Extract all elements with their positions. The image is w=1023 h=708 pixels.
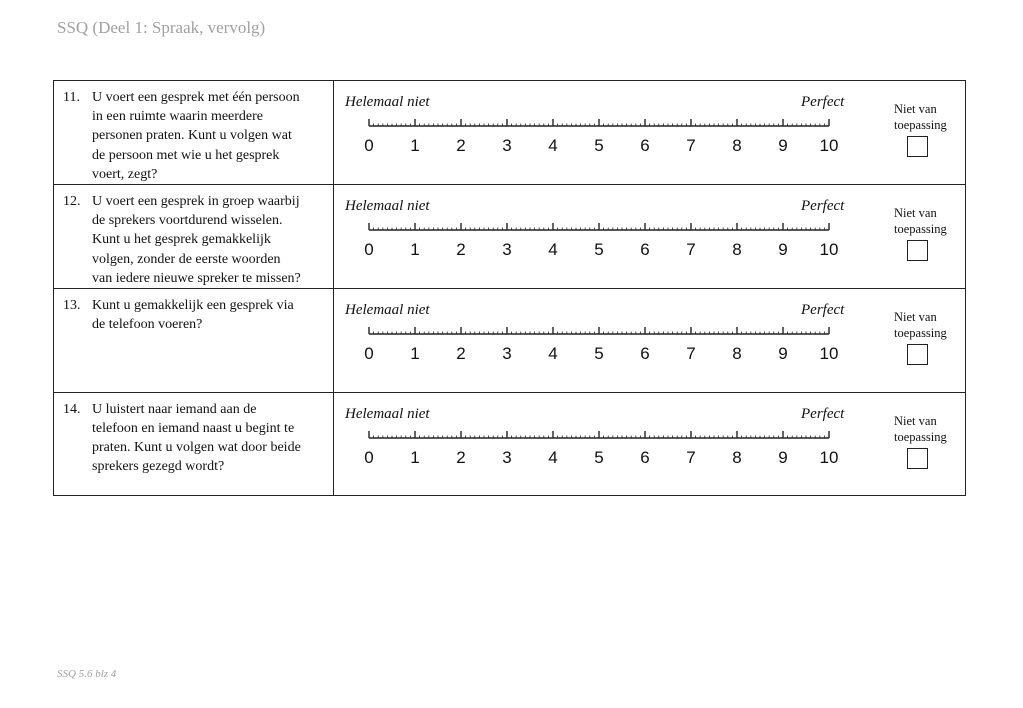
question-text-line: U voert een gesprek in groep waarbij [92, 194, 300, 210]
not-applicable-label [894, 101, 954, 133]
not-applicable-line1: Niet van [894, 102, 937, 116]
scale-number: 0 [364, 344, 374, 364]
not-applicable-line1: Niet van [894, 206, 937, 221]
scale-left-label: Helemaal niet [345, 302, 430, 319]
question-text [92, 296, 328, 334]
not-applicable-label [894, 205, 954, 237]
question-text-line: de sprekers voortdurend wisselen. [92, 213, 283, 229]
scale-number: 5 [594, 344, 604, 364]
scale-right-label: Perfect [801, 94, 845, 110]
question-text-line: de persoon met wie u het gesprek [92, 147, 280, 163]
scale-number: 4 [548, 240, 558, 260]
scale-number: 2 [456, 344, 466, 364]
scale-numbers [334, 136, 954, 156]
scale-number: 7 [686, 136, 696, 155]
question-cell [54, 289, 334, 393]
not-applicable-checkbox[interactable] [907, 448, 928, 469]
question-number: 12. [63, 194, 81, 210]
scale-number: 3 [502, 447, 512, 467]
scale-numbers [334, 240, 954, 260]
not-applicable-line2: toepassing [894, 118, 947, 132]
page-footer: SSQ 5.6 blz 4 [57, 668, 117, 680]
scale-number: 10 [819, 240, 839, 260]
scale-number: 2 [456, 240, 466, 260]
scale-right-label: Perfect [801, 405, 845, 422]
question-row [54, 185, 966, 289]
scale-right-label: Perfect [801, 198, 845, 215]
scale-left-label: Helemaal niet [345, 94, 430, 110]
scale-number: 9 [778, 136, 788, 155]
question-text-line: in een ruimte waarin meerdere [92, 109, 264, 125]
rating-scale-ruler[interactable] [367, 119, 831, 129]
scale-number: 7 [686, 240, 696, 260]
scale-number: 0 [364, 240, 374, 260]
question-text [92, 88, 328, 184]
scale-number: 7 [686, 344, 696, 364]
scale-number: 3 [502, 344, 512, 364]
scale-number: 6 [640, 240, 650, 260]
page-header: SSQ (Deel 1: Spraak, vervolg) [57, 18, 266, 37]
question-text-line: sprekers gezegd wordt? [92, 459, 225, 475]
question-text-line: voert, zegt? [92, 166, 158, 182]
not-applicable-line2: toepassing [894, 429, 947, 444]
scale-number: 9 [778, 447, 788, 467]
question-text-line: de telefoon voeren? [92, 317, 203, 333]
scale-number: 10 [819, 136, 839, 155]
scale-number: 4 [548, 344, 558, 364]
scale-number: 1 [410, 447, 420, 467]
scale-left-label: Helemaal niet [345, 198, 430, 215]
scale-number: 7 [686, 447, 696, 467]
scale-number: 3 [502, 136, 512, 155]
question-text [92, 400, 328, 477]
scale-number: 10 [819, 344, 839, 364]
scale-number: 9 [778, 344, 788, 364]
scale-number: 6 [640, 136, 650, 155]
scale-number: 5 [594, 240, 604, 260]
question-cell [54, 185, 334, 289]
question-text-line: van iedere nieuwe spreker te missen? [92, 270, 301, 286]
not-applicable-label [894, 309, 954, 341]
scale-number: 2 [456, 447, 466, 467]
question-cell [54, 81, 334, 185]
scale-number: 6 [640, 344, 650, 364]
rating-cell [334, 185, 966, 289]
scale-number: 1 [410, 240, 420, 260]
question-text-line: telefoon en iemand naast u begint te [92, 420, 295, 436]
not-applicable-checkbox[interactable] [907, 344, 928, 365]
scale-number: 2 [456, 136, 466, 155]
question-text-line: volgen, zonder de eerste woorden [92, 251, 281, 267]
scale-number: 4 [548, 447, 558, 467]
rating-cell [334, 392, 966, 496]
scale-left-label: Helemaal niet [345, 405, 430, 422]
scale-number: 8 [732, 344, 742, 364]
question-text-line: Kunt u het gesprek gemakkelijk [92, 232, 271, 248]
scale-number: 0 [364, 136, 374, 155]
not-applicable-line1: Niet van [894, 413, 937, 428]
question-text-line: U voert een gesprek met één persoon [92, 90, 300, 105]
scale-number: 8 [732, 240, 742, 260]
rating-cell [334, 289, 966, 393]
scale-number: 1 [410, 136, 420, 155]
question-text-line: U luistert naar iemand aan de [92, 401, 257, 417]
question-text-line: Kunt u gemakkelijk een gesprek via [92, 298, 294, 314]
scale-right-label: Perfect [801, 302, 845, 319]
rating-scale-ruler[interactable] [367, 431, 831, 441]
not-applicable-checkbox[interactable] [907, 136, 928, 157]
not-applicable-line1: Niet van [894, 310, 937, 325]
scale-number: 1 [410, 344, 420, 364]
question-number: 13. [63, 298, 81, 314]
question-text [92, 192, 328, 288]
question-row [54, 289, 966, 393]
scale-number: 8 [732, 447, 742, 467]
rating-scale-ruler[interactable] [367, 223, 831, 233]
scale-number: 6 [640, 447, 650, 467]
not-applicable-line2: toepassing [894, 222, 947, 237]
question-number: 11. [63, 90, 80, 105]
rating-cell [334, 81, 966, 185]
scale-number: 10 [819, 447, 839, 467]
question-number: 14. [63, 401, 81, 417]
question-text-line: personen praten. Kunt u volgen wat [92, 128, 292, 144]
rating-scale-ruler[interactable] [367, 327, 831, 337]
scale-number: 8 [732, 136, 742, 155]
scale-numbers [334, 344, 954, 364]
not-applicable-checkbox[interactable] [907, 240, 928, 261]
scale-number: 9 [778, 240, 788, 260]
question-row [54, 81, 966, 185]
scale-number: 5 [594, 136, 604, 155]
scale-number: 0 [364, 447, 374, 467]
questionnaire-table [53, 80, 966, 496]
not-applicable-line2: toepassing [894, 326, 947, 341]
not-applicable-label [894, 413, 954, 445]
question-cell [54, 392, 334, 496]
scale-number: 3 [502, 240, 512, 260]
scale-number: 4 [548, 136, 558, 155]
question-row [54, 392, 966, 496]
scale-number: 5 [594, 447, 604, 467]
question-text-line: praten. Kunt u volgen wat door beide [92, 439, 301, 455]
scale-numbers [334, 448, 954, 468]
